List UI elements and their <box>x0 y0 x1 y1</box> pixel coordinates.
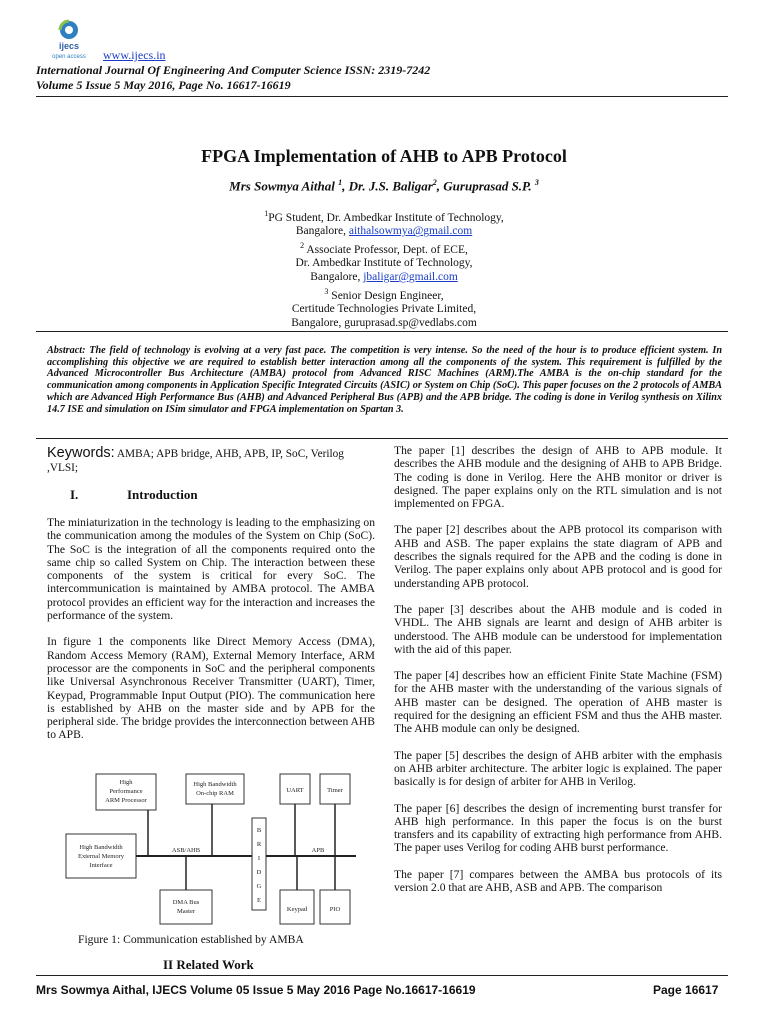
author2-email-link[interactable]: jbaligar@gmail.com <box>363 271 458 284</box>
svg-text:G: G <box>256 883 262 890</box>
svg-text:High: High <box>119 779 133 786</box>
amba-block-diagram <box>64 772 364 926</box>
svg-text:UART: UART <box>286 787 304 794</box>
paragraph: In figure 1 the components like Direct Memory Access (DMA), Random Access Memory (RAM), External Memory Interface, ARM processor are the components in SoC and the peripheral components like Universal Asynchronous Receiver Transmitter (UART), Timer, Keypad, Programmable Input Output (PIO). The communication here is established by AHB on the master side and by APB for the peripheral side. The bridge provides the interconnection between AHB to APB. <box>47 635 375 742</box>
svg-text:D: D <box>256 869 262 876</box>
svg-text:Timer: Timer <box>327 787 343 794</box>
abstract-top-divider <box>36 331 728 332</box>
paragraph: The miniaturization in the technology is leading to the emphasizing on the communication among the modules of the System on Chip (SoC). The SoC is the integration of all the components required onto the same chip so called System on Chip. The interaction between these components of the system is critical for every SoC. The intercommunication is maintained by AMBA protocol. The AMBA protocol provides an efficient way for the interaction and increases the performance of the system. <box>47 516 375 623</box>
svg-text:open access: open access <box>52 54 86 60</box>
footer-divider <box>36 975 728 976</box>
paragraph: The paper [4] describes how an efficient Finite State Machine (FSM) for the AHB master with the understanding of the various signals of AHB master can be designed. The operation of AHB master is required for the designing an efficient FSM and thus the AHB master. The AHB module can only be designed. <box>394 669 722 736</box>
keywords-label: Keywords: <box>47 445 115 461</box>
paragraph: The paper [6] describes the design of incrementing burst transfer for AHB high performance. In this paper the focus is on the burst transfers and its capability of extracting high performance from AHB. The paper uses Verilog for coding AHB burst performance. <box>394 801 722 855</box>
svg-text:High Bandwidth: High Bandwidth <box>193 781 237 788</box>
svg-text:On-chip RAM: On-chip RAM <box>196 790 234 797</box>
svg-text:PIO: PIO <box>329 906 341 913</box>
figure-caption: Figure 1: Communication established by AMBA <box>78 933 304 946</box>
svg-text:I: I <box>257 855 261 862</box>
paragraph: The paper [7] compares between the AMBA bus protocols of its version 2.0 that are AHB, ASB and APB. The comparison <box>394 867 722 895</box>
author-list: Mrs Sowmya Aithal $^1$, Dr. J.S. Baligar$^2$, Guruprasad S.P. $^3$ <box>229 178 539 194</box>
paragraph: The paper [5] describes the design of AHB arbiter with the emphasis on AHB arbiter architecture. The arbiter logic is explained. The paper basically is for design of arbiter for AHB in Verilog. <box>394 748 722 789</box>
svg-text:E: E <box>257 897 261 904</box>
abstract-bottom-divider <box>36 438 728 439</box>
left-column <box>47 516 375 755</box>
header-divider <box>36 96 728 97</box>
svg-text:Master: Master <box>176 908 196 915</box>
svg-text:R: R <box>256 841 262 848</box>
paragraph: The paper [2] describes about the APB protocol its comparison with AHB and ASB. The paper explains the state diagram of APB and describes the signals required for the APB and the coding is done in Verilog. The paper explains only about APB protocol and is good for understanding APB protocol. <box>394 523 722 590</box>
dma-block <box>160 890 212 924</box>
svg-text:B: B <box>256 827 262 834</box>
svg-text:APB: APB <box>311 847 325 854</box>
section-heading-introduction: I. Introduction <box>70 487 198 502</box>
journal-website-link[interactable]: www.ijecs.in <box>103 48 166 62</box>
keywords-text: AMBA; APB bridge, AHB, APB, IP, SoC, Verilog ,VLSI; <box>47 448 344 474</box>
volume-line: Volume 5 Issue 5 May 2016, Page No. 16617-16619 <box>36 78 291 92</box>
svg-text:Performance: Performance <box>109 788 143 795</box>
journal-name-line: International Journal Of Engineering And Computer Science ISSN: 2319-7242 <box>36 63 431 77</box>
paper-title: FPGA Implementation of AHB to APB Protocol <box>201 146 567 166</box>
paragraph: The paper [3] describes about the AHB module and is coded in VHDL. The AHB signals are learnt and design of AHB arbiter is understood. The AHB module can be understood for implementation with the aid of this paper. <box>394 602 722 656</box>
page-number: Page 16617 <box>653 983 719 997</box>
author1-email-link[interactable]: aithalsowmya@gmail.com <box>348 225 473 238</box>
paragraph: The paper [1] describes the design of AHB to APB module. It describes the AHB module and the designing of AHB to APB Bridge. The coding is done in Verilog. Here the AHB monitor or driver is designed. The paper explains only on the RTL simulation and is not implemented on FPGA. <box>394 444 722 511</box>
svg-text:High Bandwidth: High Bandwidth <box>79 844 123 851</box>
svg-text:External Memory: External Memory <box>77 853 125 860</box>
affiliations: $^1$PG Student, Dr. Ambedkar Institute of Technology, Bangalore, aithalsowmya@gmail.com $^2$ Associate Professor, Dept. of ECE, Dr. Ambedkar Institute of Technology, Bangalore, jbaligar@gmail.com $^3$ Senior Design Engineer, Certitude Technologies Private Limited, Bangalore, guruprasad.sp@vedlabs.com <box>264 209 504 329</box>
journal-logo <box>40 18 98 60</box>
right-column <box>394 444 722 907</box>
ram-block <box>186 774 244 804</box>
svg-text:ijecs: ijecs <box>58 41 80 51</box>
svg-text:Keypad: Keypad <box>286 906 308 913</box>
abstract: Abstract: The field of technology is evolving at a very fast pace. The competition is very intense. So the need of the hour is to produce efficient system. In accomplishing this objective we are required to establish better interaction among all the components of the system. This requirement is fulfilled by the Advanced Microcontroller Bus Architecture (AMBA) protocol from Advanced RISC Machines (ARM).The AMBA is the on-chip standard for the communication among components in Application Specific Integrated Circuits (ASIC) or System on Chip (SoC). This paper focuses on the 2 protocols of AMBA which are Advanced High Performance Bus (AHB) and Advanced Peripheral Bus (APB) and the APB bridge. The coding is done in Verilog synthesis on Xilinx 14.7 ISE and simulation on ISim simulator and FPGA implementation on Spartan 3. <box>47 345 722 415</box>
section-heading-related-work: II Related Work <box>163 957 254 972</box>
svg-text:Interface: Interface <box>89 862 113 869</box>
footer-citation: Mrs Sowmya Aithal, IJECS Volume 05 Issue 5 May 2016 Page No.16617-16619 <box>36 983 476 997</box>
keywords <box>47 446 375 475</box>
svg-text:ASB/AHB: ASB/AHB <box>171 847 201 854</box>
svg-text:ARM Processor: ARM Processor <box>105 797 147 804</box>
svg-text:DMA Bus: DMA Bus <box>172 899 200 906</box>
